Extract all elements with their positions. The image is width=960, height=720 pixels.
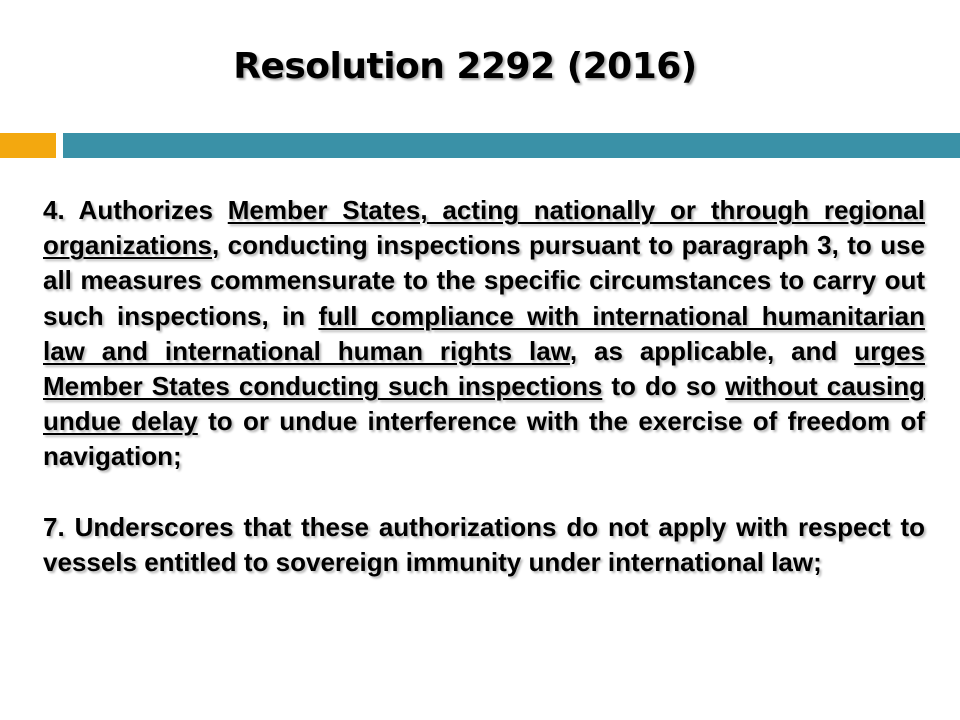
paragraph-7: 7. Underscores that these authorizations do not apply with respect to vessels entitled to sovereign immunity under international law; bbox=[43, 511, 925, 577]
paragraph-4-text: , conducting inspections pursuant to paragraph 3, to use all measures commensurate to the specific circumstances to carry out such inspections, in bbox=[43, 230, 925, 331]
slide-title: Resolution 2292 (2016) bbox=[233, 46, 697, 87]
paragraph-4-text: to or undue interference with the exercise of freedom of navigation; bbox=[43, 406, 925, 472]
paragraph-4-underlined: full compliance with international humanitarian law and international human rights law bbox=[43, 300, 925, 366]
paragraph-4-text: 4. Authorizes bbox=[43, 195, 228, 225]
resolution-text bbox=[43, 193, 925, 580]
paragraph-4-text: , as applicable, and bbox=[569, 335, 855, 366]
paragraph-4-underlined: Member States, acting nationally or through regional organizations bbox=[43, 195, 925, 261]
paragraph-4-text: to do so bbox=[602, 371, 726, 402]
paragraph-4-underlined: urges Member States conducting such inspections bbox=[43, 335, 925, 402]
accent-bar-teal bbox=[63, 133, 960, 158]
paragraph-4 bbox=[43, 193, 925, 475]
accent-bar-orange bbox=[0, 133, 56, 158]
paragraph-4-underlined: without causing undue delay bbox=[43, 371, 925, 437]
